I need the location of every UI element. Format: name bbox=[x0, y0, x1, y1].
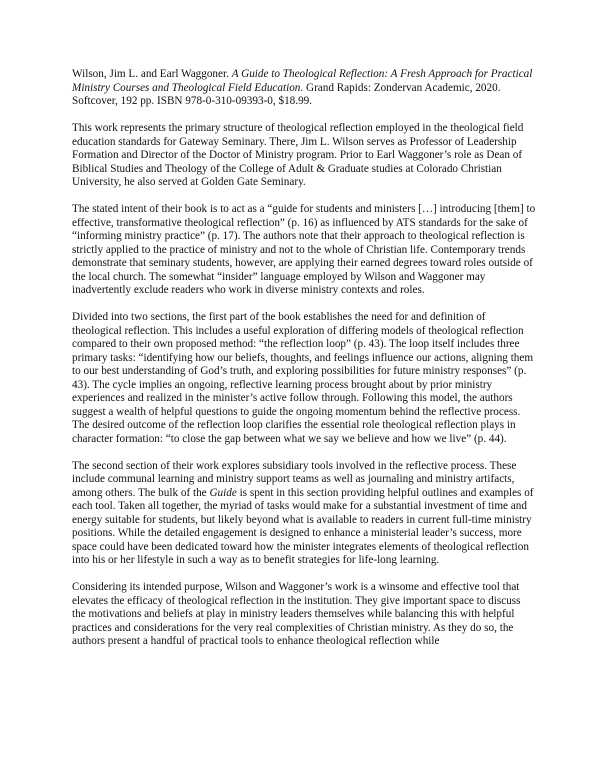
paragraph-1: This work represents the primary structure of theological reflection employed in the theological field education standards for Gateway Seminary. There, Jim L. Wilson serves as Professor of Leadership Formation and Director of the Doctor of Ministry program. Prior to Earl Waggoner’s role as Dean of Biblical Studies and Theology of the College of Adult & Graduate studies at Colorado Christian University, he also served at Golden Gate Seminary. bbox=[72, 122, 524, 188]
paragraph-2: The stated intent of their book is to act as a “guide for students and ministers […] introducing [them] to effective, transformative theological reflection” (p. 16) as influenced by ATS standards for the sake of “informing ministry practice” (p. 17). The authors note that their approach to theological reflection is strictly applied to the practice of ministry and not to the whole of Christian life. Contemporary trends demonstrate that seminary students, however, are applying their earned degrees toward roles outside of the local church. The somewhat “insider” language employed by Wilson and Waggoner may inadvertently exclude readers who work in diverse ministry contexts and roles. bbox=[72, 203, 536, 296]
document-page bbox=[72, 68, 536, 649]
paragraph-4-text-b: is spent in this section providing helpful outlines and examples of each tool. Taken all together, the myriad of tasks would make for a substantial investment of time and energy suitable for students, but likely beyond what is available to readers in current full-time ministry positions. While the detailed engagement is designed to enhance a ministerial leader’s success, more space could have been dedicated toward how the minister integrates elements of theological reflection into his or her lifestyle in such a way as to benefit strategies for life-long learning. bbox=[72, 486, 534, 566]
paragraph-4-text-a: The second section of their work explores subsidiary tools involved in the reflective process. These include communal learning and ministry support teams as well as journaling and ministry artifacts, among others. The bulk of the bbox=[72, 459, 517, 499]
citation-paragraph bbox=[72, 68, 536, 109]
citation-authors: Wilson, Jim L. and Earl Waggoner. bbox=[72, 68, 232, 80]
paragraph-4 bbox=[72, 460, 536, 568]
citation-publication: . Grand Rapids: Zondervan Academic, 2020. Softcover, 192 pp. ISBN 978-0-310-09393-0, $18.99. bbox=[72, 81, 501, 107]
paragraph-5: Considering its intended purpose, Wilson and Waggoner’s work is a winsome and effective tool that elevates the efficacy of theological reflection in the institution. They give important space to discuss the motivations and beliefs at play in ministry leaders themselves while balancing this with helpful practices and considerations for the very real complexities of Christian ministry. As they do so, the authors present a handful of practical tools to enhance theological reflection while bbox=[72, 581, 521, 647]
paragraph-3: Divided into two sections, the first part of the book establishes the need for and definition of theological reflection. This includes a useful exploration of differing models of theological reflection compared to their own proposed method: “the reflection loop” (p. 43). The loop itself includes three primary tasks: “identifying how our beliefs, thoughts, and feelings influence our actions, aligning them to our best understanding of God’s truth, and exploring possibilities for future ministry responses” (p. 43). The cycle implies an ongoing, reflective learning process brought about by prior ministry experiences and realized in the minister’s active follow through. Following this model, the authors suggest a wealth of helpful questions to guide the ongoing momentum behind the reflective process. The desired outcome of the reflection loop clarifies the essential role theological reflection plays in character formation: “to close the gap between what we say we believe and how we live” (p. 44). bbox=[72, 311, 534, 445]
citation-book-title: A Guide to Theological Reflection: A Fresh Approach for Practical Ministry Courses and Theological Field Education bbox=[72, 68, 533, 94]
paragraph-4-italic-guide: Guide bbox=[209, 486, 237, 499]
